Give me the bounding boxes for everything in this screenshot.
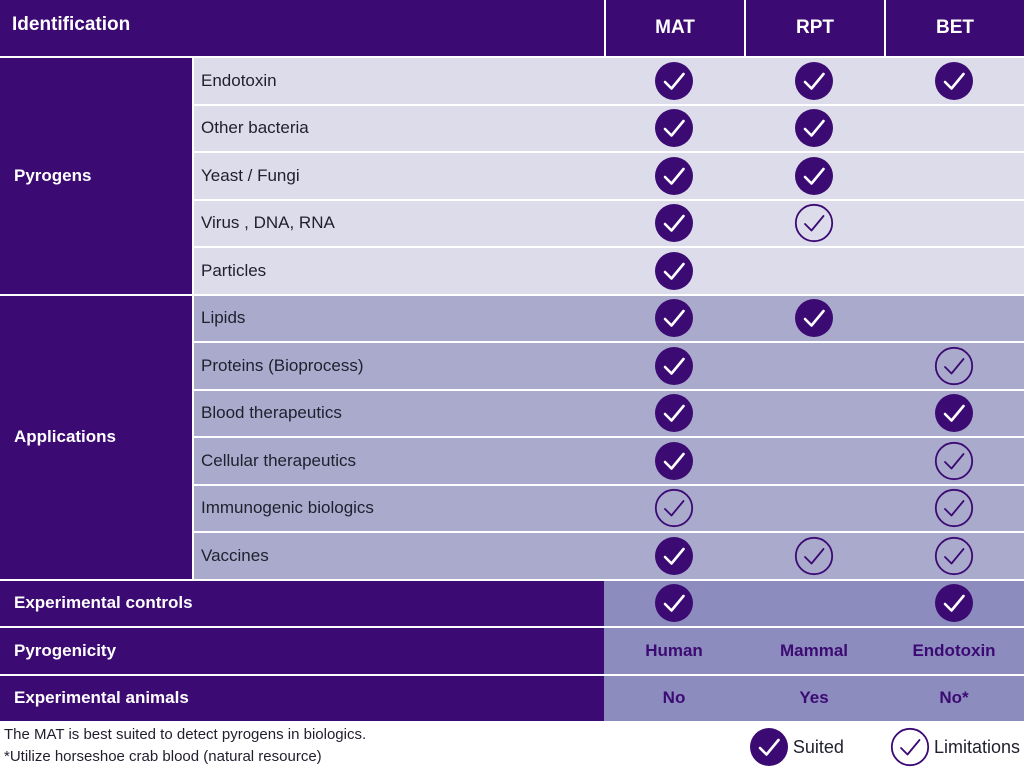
applications-row-lipids	[0, 296, 1024, 344]
outline-check-circle-icon	[934, 346, 974, 386]
cell-mat	[604, 391, 744, 439]
outline-check-circle-icon	[934, 536, 974, 576]
filled-check-circle-icon	[654, 251, 694, 291]
cell-bet	[884, 153, 1024, 201]
cell-bet	[884, 248, 1024, 296]
legend-item-limitations	[890, 727, 1020, 767]
row-label: Virus , DNA, RNA	[194, 201, 604, 249]
row-label: Proteins (Bioprocess)	[194, 343, 604, 391]
cell-rpt	[744, 296, 884, 344]
outline-check-circle-icon	[794, 536, 834, 576]
experimental-controls-row	[0, 581, 1024, 629]
test-header-rpt: RPT	[744, 0, 884, 58]
outline-check-circle-icon	[890, 727, 930, 767]
cell-bet	[884, 343, 1024, 391]
row-label: Blood therapeutics	[194, 391, 604, 439]
row-label: Vaccines	[194, 533, 604, 581]
row-label: Lipids	[194, 296, 604, 344]
legend	[749, 727, 1020, 767]
test-header-mat: MAT	[604, 0, 744, 58]
filled-check-circle-icon	[794, 108, 834, 148]
experimental-animals-row	[0, 676, 1024, 724]
filled-check-circle-icon	[934, 393, 974, 433]
pyrogenicity-row	[0, 628, 1024, 676]
cell-bet	[884, 106, 1024, 154]
row-label: Endotoxin	[194, 58, 604, 106]
cell-rpt	[744, 438, 884, 486]
filled-check-circle-icon	[934, 61, 974, 101]
legend-label-limitations: Limitations	[933, 736, 1020, 757]
cell-mat	[604, 486, 744, 534]
pyrogens-row-endotoxin	[0, 58, 1024, 106]
filled-check-circle-icon	[654, 583, 694, 623]
outline-check-circle-icon	[934, 488, 974, 528]
identification-header: Identification	[0, 0, 604, 58]
outline-check-circle-icon	[794, 203, 834, 243]
cell-bet	[884, 391, 1024, 439]
cell-rpt	[744, 201, 884, 249]
row-label: Experimental animals	[0, 676, 604, 724]
filled-check-circle-icon	[654, 298, 694, 338]
cell-rpt	[744, 343, 884, 391]
test-header-bet: BET	[884, 0, 1024, 58]
group-label-applications: Applications	[0, 296, 194, 581]
filled-check-circle-icon	[654, 156, 694, 196]
cell-mat	[604, 296, 744, 344]
cell-rpt	[744, 581, 884, 629]
filled-check-circle-icon	[794, 61, 834, 101]
cell-mat	[604, 581, 744, 629]
row-label: Yeast / Fungi	[194, 153, 604, 201]
row-label: Cellular therapeutics	[194, 438, 604, 486]
row-label: Pyrogenicity	[0, 628, 604, 676]
cell-rpt: Mammal	[744, 628, 884, 676]
legend-label-suited: Suited	[792, 736, 844, 757]
filled-check-circle-icon	[654, 536, 694, 576]
outline-check-circle-icon	[654, 488, 694, 528]
cell-mat	[604, 201, 744, 249]
cell-mat	[604, 343, 744, 391]
filled-check-circle-icon	[794, 298, 834, 338]
row-label: Experimental controls	[0, 581, 604, 629]
cell-rpt	[744, 486, 884, 534]
cell-bet	[884, 533, 1024, 581]
cell-bet	[884, 201, 1024, 249]
cell-mat	[604, 438, 744, 486]
filled-check-circle-icon	[654, 203, 694, 243]
cell-bet	[884, 58, 1024, 106]
cell-mat: Human	[604, 628, 744, 676]
cell-mat	[604, 248, 744, 296]
cell-bet	[884, 296, 1024, 344]
cell-mat	[604, 106, 744, 154]
filled-check-circle-icon	[749, 727, 789, 767]
legend-item-suited	[749, 727, 844, 767]
row-label: Immunogenic biologics	[194, 486, 604, 534]
filled-check-circle-icon	[654, 393, 694, 433]
cell-bet	[884, 486, 1024, 534]
footnotes	[4, 724, 366, 768]
row-label: Other bacteria	[194, 106, 604, 154]
cell-rpt	[744, 248, 884, 296]
cell-bet	[884, 438, 1024, 486]
cell-rpt: Yes	[744, 676, 884, 724]
header-row	[0, 0, 1024, 58]
cell-mat	[604, 58, 744, 106]
footnote-1: The MAT is best suited to detect pyrogens in biologics.	[4, 726, 367, 743]
cell-rpt	[744, 533, 884, 581]
row-label: Particles	[194, 248, 604, 296]
cell-bet	[884, 581, 1024, 629]
cell-mat: No	[604, 676, 744, 724]
filled-check-circle-icon	[654, 346, 694, 386]
cell-rpt	[744, 106, 884, 154]
filled-check-circle-icon	[654, 108, 694, 148]
cell-rpt	[744, 153, 884, 201]
footnote-2: *Utilize horseshoe crab blood (natural resource)	[4, 748, 322, 765]
filled-check-circle-icon	[934, 583, 974, 623]
filled-check-circle-icon	[654, 441, 694, 481]
cell-mat	[604, 533, 744, 581]
filled-check-circle-icon	[654, 61, 694, 101]
group-label-pyrogens: Pyrogens	[0, 58, 194, 296]
filled-check-circle-icon	[794, 156, 834, 196]
cell-bet: Endotoxin	[884, 628, 1024, 676]
outline-check-circle-icon	[934, 441, 974, 481]
cell-rpt	[744, 391, 884, 439]
cell-rpt	[744, 58, 884, 106]
cell-mat	[604, 153, 744, 201]
cell-bet: No*	[884, 676, 1024, 724]
